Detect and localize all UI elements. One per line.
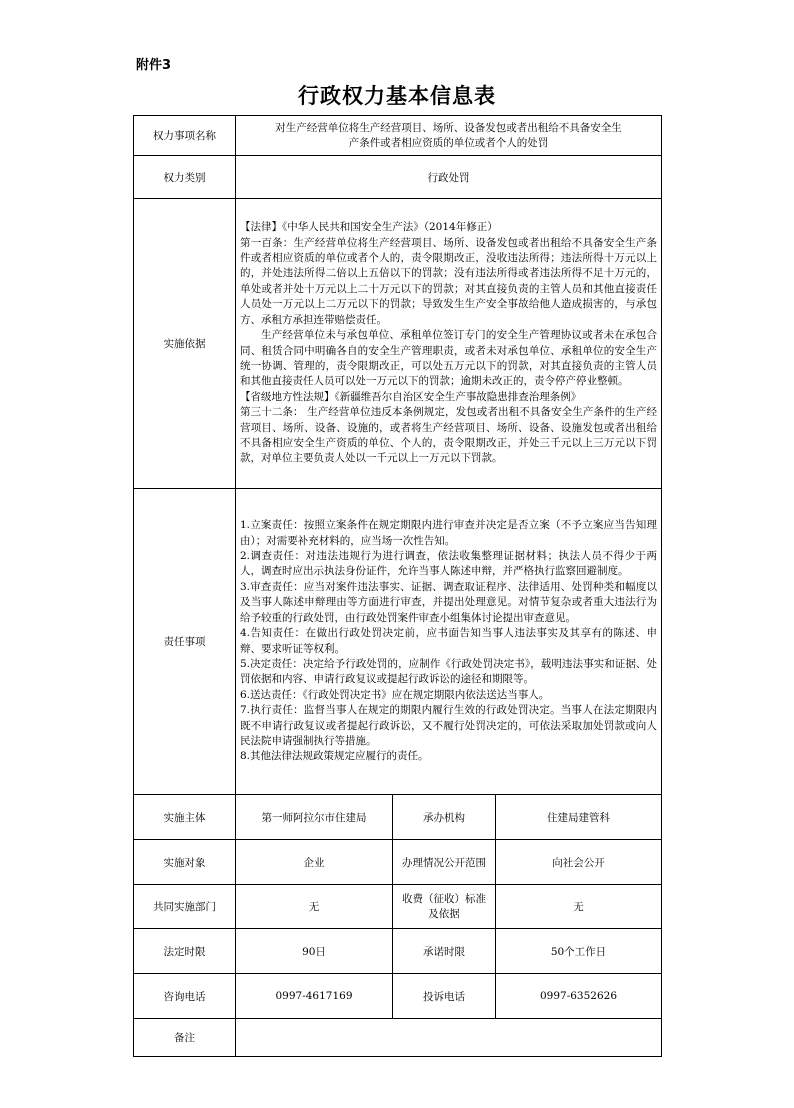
power-category-label: 权力类别: [134, 156, 236, 199]
row-power-category: [134, 156, 662, 199]
remarks-label: 备注: [134, 1019, 236, 1057]
consult-phone-value: 0997-4617169: [236, 974, 393, 1019]
disclosure-scope-label: 办理情况公开范围: [393, 840, 496, 885]
power-name-value: [236, 116, 662, 156]
handling-agency-label: 承办机构: [393, 795, 496, 840]
subject-label: 实施主体: [134, 795, 236, 840]
joint-department-label: 共同实施部门: [134, 885, 236, 929]
responsibility-item: 2.调查责任：对违法违规行为进行调查，依法收集整理证据材料；执法人员不得少于两人，调查时应出示执法身份证件，允许当事人陈述申辩，并严格执行监察回避制度。: [240, 550, 657, 578]
responsibility-label: 责任事项: [134, 489, 236, 795]
fee-standard-label: [393, 885, 496, 929]
row-time-limit: [134, 929, 662, 974]
row-subject: [134, 795, 662, 840]
fee-standard-line2: 及依据: [428, 907, 460, 920]
legal-time-limit-label: 法定时限: [134, 929, 236, 974]
fee-standard-line1: 收费（征收）标准: [402, 892, 486, 905]
responsibility-item: 3.审查责任：应当对案件违法事实、证据、调查取证程序、法律适用、处罚种类和幅度以及当事人陈述申辩理由等方面进行审查，并提出处理意见。对情节复杂或者重大违法行为给予较重的行政处罚，由行政处罚案件审查小组集体讨论提出审查意见。: [240, 580, 657, 624]
power-name-label: 权力事项名称: [134, 116, 236, 156]
row-power-name: [134, 116, 662, 156]
responsibility-item: 8.其他法律法规政策规定应履行的责任。: [240, 750, 429, 763]
basis-label: 实施依据: [134, 199, 236, 489]
row-target: [134, 840, 662, 885]
basis-paragraph: 生产经营单位未与承包单位、承租单位签订专门的安全生产管理协议或者未在承包合同、租赁合同中明确各自的安全生产管理职责，或者未对承包单位、承租单位的安全生产统一协调、管理的，责令限期改正，可以处五万元以下的罚款，对其直接负责的主管人员和其他直接责任人员可以处一万元以下的罚款；逾期未改正的，责令停产停业整顿。: [240, 329, 657, 388]
row-remarks: [134, 1019, 662, 1057]
disclosure-scope-value: 向社会公开: [496, 840, 662, 885]
legal-time-limit-value: 90日: [236, 929, 393, 974]
handling-agency-value: 住建局建管科: [496, 795, 662, 840]
basis-paragraph: 第一百条：生产经营单位将生产经营项目、场所、设备发包或者出租给不具备安全生产条件或者相应资质的单位或者个人的，责令限期改正，没收违法所得；违法所得十万元以上的，并处违法所得二倍以上五倍以下的罚款；没有违法所得或者违法所得不足十万元的，单处或者并处十万元以上二十万元以下的罚款；对其直接负责的主管人员和其他直接责任人员处一万元以上二万元以下的罚款；导致发生生产安全事故给他人造成损害的，与承包方、承租方承担连带赔偿责任。: [240, 236, 657, 326]
fee-standard-value: 无: [496, 885, 662, 929]
complaint-phone-value: 0997-6352626: [496, 974, 662, 1019]
row-phone: [134, 974, 662, 1019]
responsibility-item: 1.立案责任：按照立案条件在规定期限内进行审查并决定是否立案（不予立案应当告知理由）；对需要补充材料的，应当场一次性告知。: [240, 519, 657, 547]
basis-paragraph: 【法律】《中华人民共和国安全生产法》（2014年修正）: [240, 221, 498, 234]
responsibility-item: 6.送达责任：《行政处罚决定书》应在规定期限内依法送达当事人。: [240, 688, 550, 701]
target-label: 实施对象: [134, 840, 236, 885]
responsibility-item: 4.告知责任：在做出行政处罚决定前，应书面告知当事人违法事实及其享有的陈述、申辩、要求听证等权利。: [240, 627, 657, 655]
row-joint: [134, 885, 662, 929]
basis-paragraph: 第三十二条： 生产经营单位违反本条例规定，发包或者出租不具备安全生产条件的生产经营项目、场所、设备、设施的，或者将生产经营项目、场所、设备、设施发包或者出租给不具备相应安全生产资质的单位、个人的，责令限期改正，并处三千元以上三万元以下罚款，对单位主要负责人处以一千元以上一万元以下罚款。: [240, 406, 657, 465]
power-info-table: [133, 115, 662, 1057]
remarks-value: [236, 1019, 662, 1057]
complaint-phone-label: 投诉电话: [393, 974, 496, 1019]
row-responsibility: [134, 489, 662, 795]
consult-phone-label: 咨询电话: [134, 974, 236, 1019]
promised-time-limit-value: 50个工作日: [496, 929, 662, 974]
page-title: 行政权力基本信息表: [298, 83, 496, 108]
target-value: 企业: [236, 840, 393, 885]
attachment-label: 附件3: [136, 58, 172, 73]
power-name-line1: 对生产经营单位将生产经营项目、场所、设备发包或者出租给不具备安全生: [275, 121, 622, 134]
power-category-value: 行政处罚: [236, 156, 662, 199]
power-name-line2: 产条件或者相应资质的单位或者个人的处罚: [348, 136, 549, 149]
subject-value: 第一师阿拉尔市住建局: [236, 795, 393, 840]
promised-time-limit-label: 承诺时限: [393, 929, 496, 974]
joint-department-value: 无: [236, 885, 393, 929]
basis-content: [236, 199, 662, 489]
responsibility-item: 5.决定责任：决定给予行政处罚的，应制作《行政处罚决定书》，载明违法事实和证据、处罚依据和内容、申请行政复议或提起行政诉讼的途径和期限等。: [240, 657, 657, 686]
responsibility-content: [236, 489, 662, 795]
row-basis: [134, 199, 662, 489]
basis-paragraph: 【省级地方性法规】《新疆维吾尔自治区安全生产事故隐患排查治理条例》: [240, 390, 582, 403]
responsibility-item: 7.执行责任：监督当事人在规定的期限内履行生效的行政处罚决定。当事人在法定期限内既不申请行政复议或者提起行政诉讼，又不履行处罚决定的，可依法采取加处罚款或向人民法院申请强制执行等措施。: [240, 704, 657, 747]
